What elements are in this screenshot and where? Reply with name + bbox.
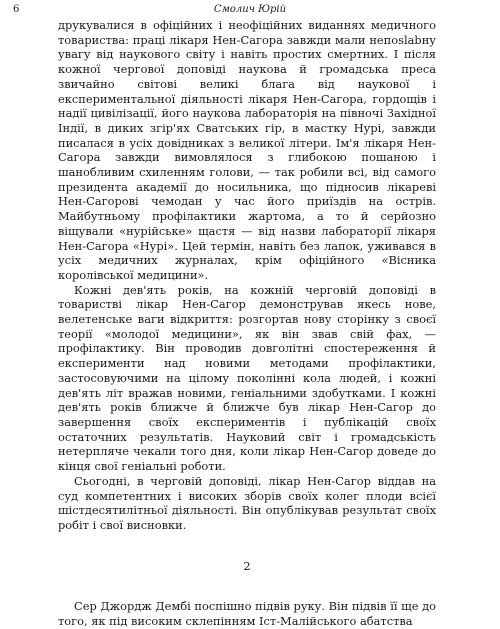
running-title: Смолич Юрій	[213, 4, 287, 15]
section-opening-paragraph: Сер Джордж Дембі поспішно підвів руку. Він підвів її ще до того, як під високим склепінням Іст-Малійського абатства	[58, 599, 436, 629]
paragraph-continued: друкувалися в офіційних і неофіційних виданнях медичного товариства: праці лікаря Нен-Сагора завжди мали непоslabну увагу від наукового світу і навіть простих смертних. І після кожної чергової доповіді наукова й громадська преса звичайно світові великі блага від наукової і експериментальної діяльності лікаря Нен-Сагора, гордощів і надії цивілізації, його наукова лабораторія на півночі Західної Індії, в диких згір'ях Сватських гір, в мастку Нурі, завжди писалася в усіх довідниках з великої літери. Ім'я лікаря Нен-Сагора завжди вимовлялося з глибокою пошаною і шанобливим схиленням голови, — так робили всі, від самого президента академії до носильника, що підносив лікареві Нен-Сагорові чемодан у час його приїздів на острів. Майбутньому профілактики жартома, а то й серйозно віщували «нурійське» щастя — від назви лабораторії лікаря Нен-Сагора «Нурі». Цей термін, навіть без лапок, уживався в усіх медичних журналах, крім офіційного «Вісника королівської медицини».	[58, 18, 436, 282]
paragraph: Кожні дев'ять років, на кожній черговій доповіді в товаристві лікар Нен-Сагор демонстрував якесь нове, велетенське ваги відкриття: розгортав нову сторінку з своєї теорії «молодої медицини», як він звав свій фах, — профілактику. Він проводив довголітні спостереження й експерименти над новими методами профілактики, застосовуючими на цілому поколінні кола людей, і кожні дев'ять літ вражав новими, геніальними здобутками. І кожні дев'ять років ближче й ближче був лікар Нен-Сагор до завершення своїх експериментів і публікацій своїх остаточних результатів. Науковий світ і громадськість нетерпляче чекали того дня, коли лікар Нен-Сагор доведе до кінця свої геніальні роботи.	[58, 282, 436, 474]
paragraph: Сьогодні, в черговій доповіді, лікар Нен-Сагор віддав на суд компетентних і високих зборів своїх колег плоди всієї шістдесятилітньої діяльності. Він опублікував результат своїх робіт і свої висновки.	[58, 473, 436, 532]
page-header	[0, 4, 500, 18]
page-body	[58, 18, 436, 629]
section-number: 2	[243, 558, 251, 573]
page-number: 6	[13, 4, 20, 15]
